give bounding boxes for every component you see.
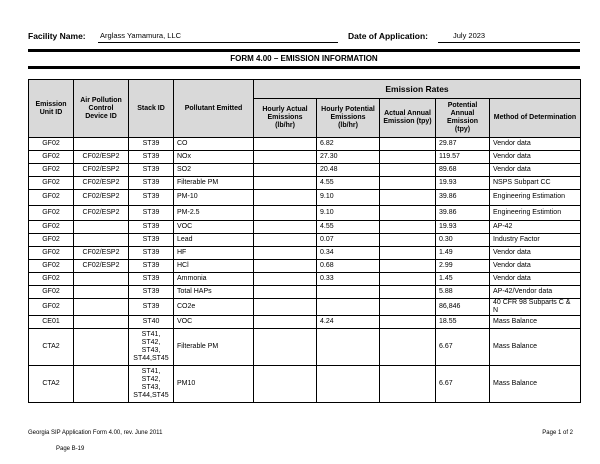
cell-stack-id: ST39 [129, 221, 174, 234]
cell-pollutant: VOC [174, 221, 254, 234]
emission-table [28, 79, 581, 403]
page-number: Page B-19 [56, 446, 85, 452]
cell-pollutant: Total HAPs [174, 286, 254, 299]
cell-method: NSPS Subpart CC [490, 177, 581, 190]
cell-stack-id: ST39 [129, 138, 174, 151]
cell-method: Mass Balance [490, 329, 581, 366]
cell-method: Vendor data [490, 247, 581, 260]
cell-hourly-actual [254, 329, 317, 366]
cell-control-device: CF02/ESP2 [74, 205, 129, 221]
cell-annual-potential: 89.68 [436, 164, 490, 177]
cell-hourly-actual [254, 273, 317, 286]
cell-emission-unit: GF02 [29, 151, 74, 164]
cell-annual-actual [380, 247, 436, 260]
date-of-application-value: July 2023 [453, 31, 486, 40]
cell-method: Vendor data [490, 273, 581, 286]
cell-hourly-actual [254, 164, 317, 177]
date-underline [438, 42, 580, 43]
cell-hourly-potential: 4.55 [317, 221, 380, 234]
facility-name-underline [98, 42, 338, 43]
table-row [29, 299, 581, 316]
cell-annual-potential: 86,846 [436, 299, 490, 316]
cell-annual-potential: 5.88 [436, 286, 490, 299]
cell-pollutant: SO2 [174, 164, 254, 177]
date-of-application-label: Date of Application: [348, 31, 428, 41]
cell-method: AP-42 [490, 221, 581, 234]
cell-hourly-actual [254, 299, 317, 316]
cell-emission-unit: GF02 [29, 205, 74, 221]
cell-control-device: CF02/ESP2 [74, 164, 129, 177]
cell-stack-id: ST39 [129, 205, 174, 221]
cell-hourly-actual [254, 221, 317, 234]
application-header [28, 29, 580, 45]
cell-method: Vendor data [490, 260, 581, 273]
cell-hourly-actual [254, 190, 317, 206]
cell-annual-actual [380, 138, 436, 151]
cell-hourly-potential: 6.82 [317, 138, 380, 151]
cell-control-device [74, 273, 129, 286]
cell-emission-unit: GF02 [29, 138, 74, 151]
cell-stack-id: ST39 [129, 286, 174, 299]
cell-annual-actual [380, 205, 436, 221]
facility-name-label: Facility Name: [28, 31, 86, 41]
cell-hourly-actual [254, 366, 317, 403]
cell-hourly-actual [254, 205, 317, 221]
cell-pollutant: CO2e [174, 299, 254, 316]
cell-control-device [74, 329, 129, 366]
cell-emission-unit: GF02 [29, 299, 74, 316]
cell-annual-potential: 119.57 [436, 151, 490, 164]
cell-annual-actual [380, 260, 436, 273]
cell-stack-id: ST39 [129, 273, 174, 286]
page-of-count: Page 1 of 2 [542, 430, 573, 436]
cell-pollutant: HCl [174, 260, 254, 273]
cell-hourly-potential [317, 366, 380, 403]
cell-stack-id: ST40 [129, 316, 174, 329]
cell-pollutant: PM-2.5 [174, 205, 254, 221]
cell-emission-unit: GF02 [29, 164, 74, 177]
cell-annual-actual [380, 299, 436, 316]
cell-hourly-actual [254, 177, 317, 190]
table-row [29, 177, 581, 190]
cell-control-device: CF02/ESP2 [74, 247, 129, 260]
table-row [29, 260, 581, 273]
table-row [29, 316, 581, 329]
cell-stack-id: ST39 [129, 151, 174, 164]
table-row [29, 366, 581, 403]
title-top-rule [28, 49, 580, 52]
cell-stack-id: ST39 [129, 177, 174, 190]
col-method: Method of Determination [490, 99, 581, 138]
cell-method: Industry Factor [490, 234, 581, 247]
cell-emission-unit: GF02 [29, 190, 74, 206]
cell-stack-id: ST41, ST42, ST43, ST44,ST45 [129, 329, 174, 366]
cell-stack-id: ST39 [129, 299, 174, 316]
cell-annual-potential: 18.55 [436, 316, 490, 329]
cell-hourly-potential: 0.33 [317, 273, 380, 286]
cell-annual-potential: 6.67 [436, 329, 490, 366]
cell-pollutant: PM10 [174, 366, 254, 403]
cell-hourly-actual [254, 234, 317, 247]
cell-hourly-actual [254, 247, 317, 260]
cell-method: Vendor data [490, 164, 581, 177]
cell-stack-id: ST39 [129, 247, 174, 260]
cell-method: 40 CFR 98 Subparts C & N [490, 299, 581, 316]
cell-hourly-potential: 4.24 [317, 316, 380, 329]
cell-emission-unit: GF02 [29, 247, 74, 260]
cell-control-device [74, 234, 129, 247]
cell-annual-actual [380, 329, 436, 366]
cell-control-device: CF02/ESP2 [74, 177, 129, 190]
table-row [29, 273, 581, 286]
cell-annual-actual [380, 286, 436, 299]
cell-annual-actual [380, 177, 436, 190]
cell-emission-unit: CTA2 [29, 366, 74, 403]
title-bottom-rule [28, 66, 580, 69]
cell-emission-unit: GF02 [29, 221, 74, 234]
cell-annual-actual [380, 221, 436, 234]
cell-control-device: CF02/ESP2 [74, 260, 129, 273]
cell-pollutant: Filterable PM [174, 329, 254, 366]
col-pollutant: Pollutant Emitted [174, 80, 254, 138]
cell-annual-potential: 2.99 [436, 260, 490, 273]
cell-pollutant: Filterable PM [174, 177, 254, 190]
table-row [29, 221, 581, 234]
cell-annual-actual [380, 164, 436, 177]
table-row [29, 329, 581, 366]
cell-hourly-potential: 27.30 [317, 151, 380, 164]
cell-annual-actual [380, 316, 436, 329]
cell-hourly-potential: 9.10 [317, 190, 380, 206]
cell-control-device [74, 299, 129, 316]
col-annual-actual: Actual Annual Emission (tpy) [380, 99, 436, 138]
cell-control-device [74, 138, 129, 151]
cell-stack-id: ST39 [129, 164, 174, 177]
cell-annual-potential: 19.93 [436, 177, 490, 190]
form-title: FORM 4.00 – EMISSION INFORMATION [230, 54, 378, 63]
cell-annual-actual [380, 273, 436, 286]
cell-control-device [74, 316, 129, 329]
cell-annual-potential: 39.86 [436, 190, 490, 206]
cell-method: Mass Balance [490, 366, 581, 403]
cell-pollutant: Lead [174, 234, 254, 247]
cell-annual-potential: 1.49 [436, 247, 490, 260]
cell-annual-potential: 39.86 [436, 205, 490, 221]
cell-emission-unit: GF02 [29, 234, 74, 247]
cell-hourly-potential: 20.48 [317, 164, 380, 177]
table-row [29, 190, 581, 206]
cell-annual-potential: 1.45 [436, 273, 490, 286]
cell-stack-id: ST39 [129, 234, 174, 247]
cell-control-device [74, 221, 129, 234]
cell-emission-unit: GF02 [29, 260, 74, 273]
table-row [29, 286, 581, 299]
cell-emission-unit: CTA2 [29, 329, 74, 366]
cell-hourly-potential: 0.68 [317, 260, 380, 273]
cell-control-device: CF02/ESP2 [74, 190, 129, 206]
cell-control-device [74, 366, 129, 403]
col-annual-potential: Potential Annual Emission (tpy) [436, 99, 490, 138]
cell-emission-unit: CE01 [29, 316, 74, 329]
cell-annual-potential: 6.67 [436, 366, 490, 403]
cell-method: AP-42/Vendor data [490, 286, 581, 299]
cell-stack-id: ST39 [129, 190, 174, 206]
cell-annual-potential: 19.93 [436, 221, 490, 234]
cell-method: Engineering Estimtion [490, 205, 581, 221]
cell-hourly-actual [254, 316, 317, 329]
cell-pollutant: PM-10 [174, 190, 254, 206]
cell-emission-unit: GF02 [29, 273, 74, 286]
form-reference: Georgia SIP Application Form 4.00, rev. June 2011 [28, 430, 163, 436]
col-emission-unit-id: Emission Unit ID [29, 80, 74, 138]
cell-pollutant: VOC [174, 316, 254, 329]
cell-control-device: CF02/ESP2 [74, 151, 129, 164]
cell-method: Mass Balance [490, 316, 581, 329]
cell-emission-unit: GF02 [29, 177, 74, 190]
cell-hourly-potential: 0.34 [317, 247, 380, 260]
col-hourly-actual: Hourly Actual Emissions (lb/hr) [254, 99, 317, 138]
cell-hourly-actual [254, 151, 317, 164]
table-row [29, 151, 581, 164]
cell-annual-actual [380, 190, 436, 206]
cell-method: Vendor data [490, 138, 581, 151]
cell-annual-actual [380, 234, 436, 247]
cell-method: Vendor data [490, 151, 581, 164]
cell-control-device [74, 286, 129, 299]
cell-pollutant: NOx [174, 151, 254, 164]
col-stack-id: Stack ID [129, 80, 174, 138]
cell-annual-actual [380, 151, 436, 164]
cell-stack-id: ST41, ST42, ST43, ST44,ST45 [129, 366, 174, 403]
cell-pollutant: HF [174, 247, 254, 260]
cell-pollutant: CO [174, 138, 254, 151]
col-hourly-potential: Hourly Potential Emissions (lb/hr) [317, 99, 380, 138]
cell-emission-unit: GF02 [29, 286, 74, 299]
cell-hourly-actual [254, 260, 317, 273]
cell-hourly-potential [317, 299, 380, 316]
emission-rates-group-header: Emission Rates [254, 80, 581, 99]
cell-hourly-potential: 4.55 [317, 177, 380, 190]
cell-annual-potential: 0.30 [436, 234, 490, 247]
cell-pollutant: Ammonia [174, 273, 254, 286]
facility-name-value: Arglass Yamamura, LLC [100, 31, 182, 40]
table-row [29, 164, 581, 177]
cell-hourly-potential: 9.10 [317, 205, 380, 221]
cell-hourly-potential [317, 286, 380, 299]
cell-method: Engineering Estimation [490, 190, 581, 206]
cell-annual-actual [380, 366, 436, 403]
table-row [29, 138, 581, 151]
cell-annual-potential: 29.87 [436, 138, 490, 151]
table-row [29, 247, 581, 260]
cell-hourly-actual [254, 286, 317, 299]
cell-hourly-potential [317, 329, 380, 366]
cell-hourly-actual [254, 138, 317, 151]
table-row [29, 234, 581, 247]
col-control-device-id: Air Pollution Control Device ID [74, 80, 129, 138]
table-row [29, 205, 581, 221]
cell-stack-id: ST39 [129, 260, 174, 273]
cell-hourly-potential: 0.07 [317, 234, 380, 247]
